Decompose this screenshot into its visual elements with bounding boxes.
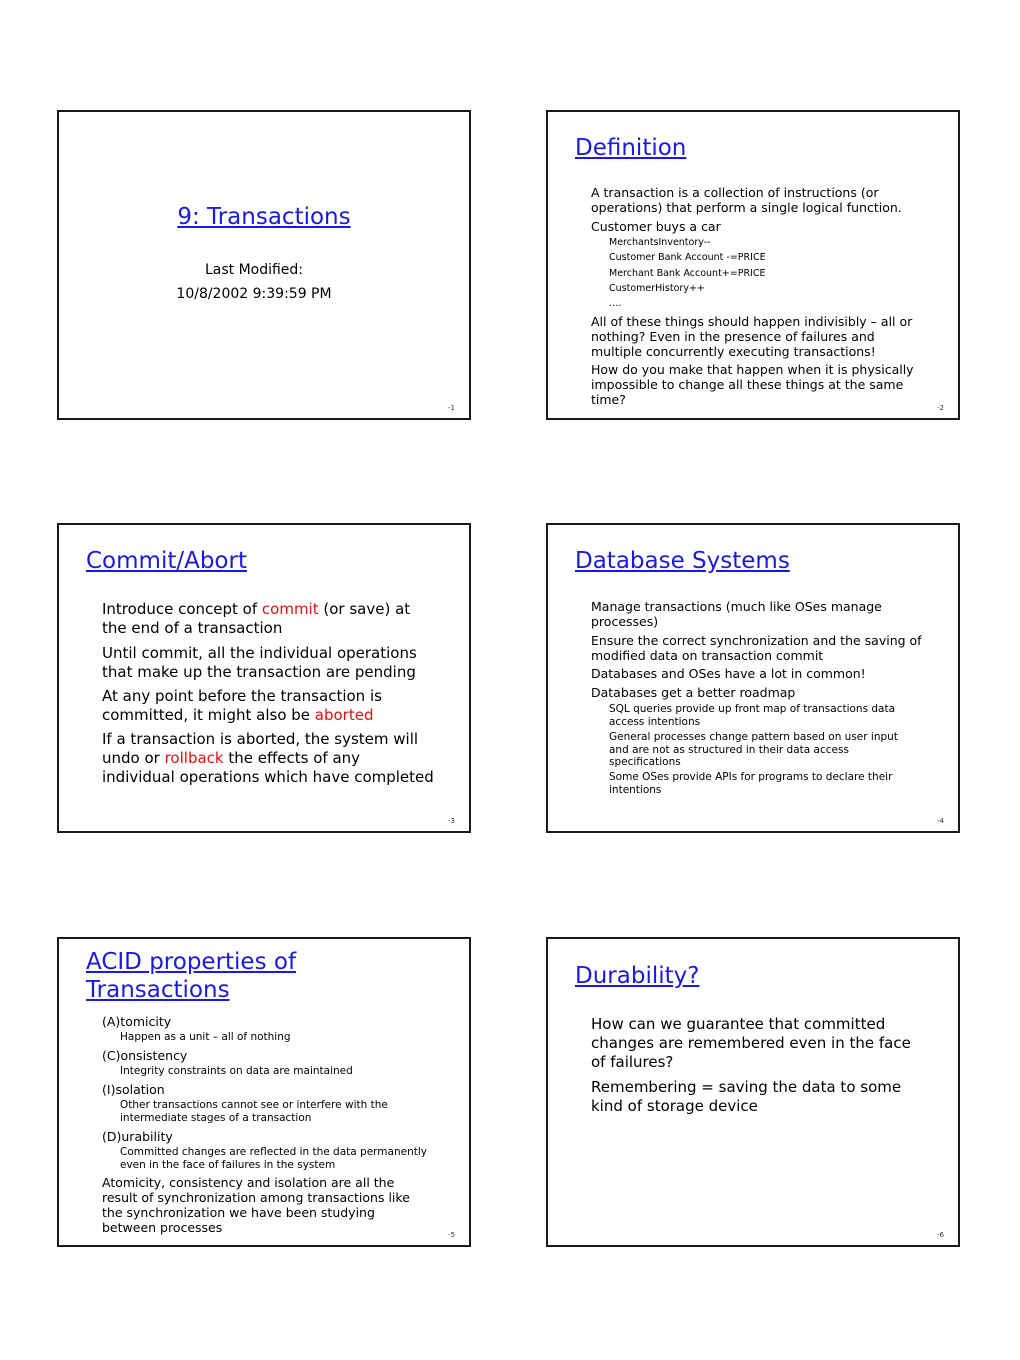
last-modified-date: 10/8/2002 9:39:59 PM [176,286,332,302]
sub-bullet: Merchant Bank Account+=PRICE [609,268,766,279]
keyword-aborted: aborted [314,706,374,724]
page-number: -3 [448,817,455,825]
bullet-pending: Until commit, all the individual operations that make up the transaction are pending [102,644,417,681]
slide-title [86,948,296,1004]
last-modified-label: Last Modified: [204,262,304,278]
bullet-commit [102,600,437,638]
page-number: -5 [448,1231,455,1239]
bullet-text: Introduce concept of [102,600,262,618]
bullet-rollback [102,730,437,787]
bullet: All of these things should happen indivisibly – all or nothing? Even in the presence of failures and multiple concurrently executing transactions! [591,314,913,359]
keyword-rollback: rollback [164,749,224,767]
page-number: -2 [937,404,944,412]
bullet: Manage transactions (much like OSes manage processes) [591,599,882,629]
bullet: Databases and OSes have a lot in common! [591,666,866,681]
slide-title: 9: Transactions [177,204,351,230]
bullet: A transaction is a collection of instructions (or operations) that perform a single logical function. [591,185,902,215]
acid-item-head: (A)tomicity [102,1014,172,1029]
acid-item-head: (I)solation [102,1082,165,1097]
bullet: Customer buys a car [591,219,721,234]
acid-item-detail: Other transactions cannot see or interfere with the intermediate stages of a transaction [120,1099,388,1124]
title-line: ACID properties of [86,949,297,975]
slide-1 [57,110,471,420]
slide-5 [57,937,471,1247]
slide-3 [57,523,471,833]
slide-title: Commit/Abort [86,548,247,574]
slide-title: Definition [575,135,687,161]
acid-item-head: (D)urability [102,1129,173,1144]
bullet: Remembering = saving the data to some kind of storage device [591,1078,902,1115]
closing-text: Atomicity, consistency and isolation are all the result of synchronization among transactions like the synchronization we have been studying between processes [102,1175,410,1235]
slide-title: Database Systems [575,548,790,574]
bullet: How do you make that happen when it is physically impossible to change all these things at the same time? [591,362,914,407]
acid-item-detail: Happen as a unit – all of nothing [120,1031,291,1043]
keyword-commit: commit [261,600,319,618]
title-line: Transactions [86,977,230,1003]
bullet: How can we guarantee that committed changes are remembered even in the face of failures? [591,1015,911,1071]
bullet-text: the effects of any individual operations which have completed [102,749,434,786]
bullet: Databases get a better roadmap [591,685,796,700]
acid-item-detail: Committed changes are reflected in the data permanently even in the face of failures in the system [120,1146,427,1171]
slide-2 [546,110,960,420]
bullet-abort [102,687,437,725]
slide-6 [546,937,960,1247]
bullet-text: At any point before the transaction is committed, it might also be [102,687,382,724]
page-number: -6 [937,1231,944,1239]
bullet-text: If a transaction is aborted, the system will undo or [102,730,419,767]
sub-bullet: …. [609,298,622,309]
sub-bullet: Some OSes provide APIs for programs to declare their intentions [609,771,893,796]
page-number: -1 [448,404,455,412]
slide-title: Durability? [575,963,700,989]
sub-bullet: Customer Bank Account -=PRICE [609,252,766,263]
sub-bullet: MerchantsInventory-- [609,237,711,248]
acid-item-head: (C)onsistency [102,1048,188,1063]
bullet-text: (or save) at the end of a transaction [102,600,411,637]
page-number: -4 [937,817,944,825]
bullet: Ensure the correct synchronization and the saving of modified data on transaction commit [591,633,922,663]
sub-bullet: General processes change pattern based on user input and are not as structured in their data access specifications [609,731,898,768]
acid-item-detail: Integrity constraints on data are maintained [120,1065,353,1077]
sub-bullet: CustomerHistory++ [609,283,705,294]
sub-bullet: SQL queries provide up front map of transactions data access intentions [609,703,896,728]
slide-4 [546,523,960,833]
